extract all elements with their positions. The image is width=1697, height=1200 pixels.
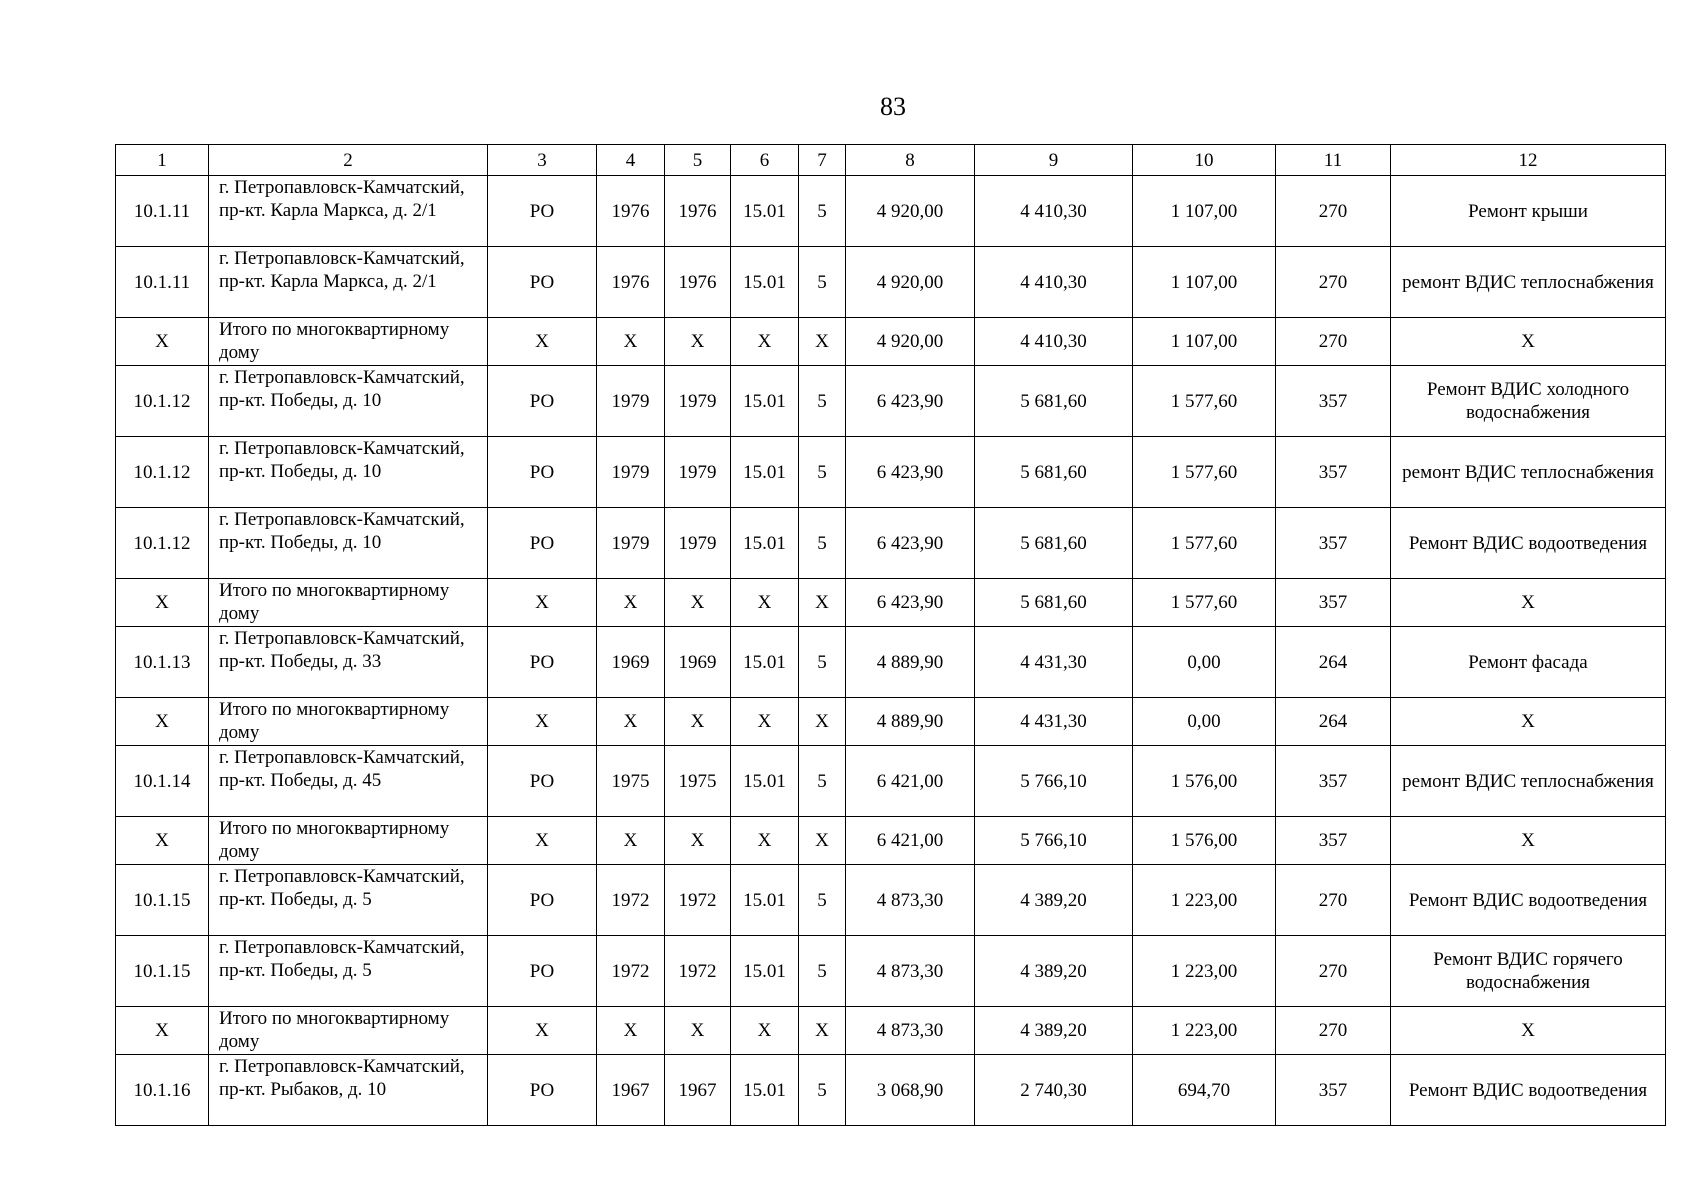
residents-cell: 357 <box>1276 746 1391 817</box>
floors-cell: Х <box>799 698 846 746</box>
floors-cell: 5 <box>799 865 846 936</box>
floors-cell: 5 <box>799 936 846 1007</box>
owner-cell: РО <box>488 865 597 936</box>
living-area-cell: 4 431,30 <box>975 627 1133 698</box>
work-type-cell: Ремонт ВДИС водоотведения <box>1391 865 1666 936</box>
nonliving-area-cell: 1 223,00 <box>1133 1007 1276 1055</box>
total-row <box>116 817 1666 865</box>
work-type-cell: Х <box>1391 579 1666 627</box>
nonliving-area-cell: 1 107,00 <box>1133 247 1276 318</box>
total-area-cell: 4 920,00 <box>846 318 975 366</box>
total-row <box>116 1007 1666 1055</box>
table-row <box>116 508 1666 579</box>
living-area-cell: 4 431,30 <box>975 698 1133 746</box>
floors-cell: 5 <box>799 746 846 817</box>
commission-year-cell: 1972 <box>665 936 731 1007</box>
total-row <box>116 698 1666 746</box>
total-area-cell: 6 421,00 <box>846 746 975 817</box>
total-area-cell: 4 920,00 <box>846 247 975 318</box>
work-type-cell: Ремонт фасада <box>1391 627 1666 698</box>
commission-year-cell: 1976 <box>665 247 731 318</box>
header-cell: 12 <box>1391 145 1666 176</box>
table-body <box>116 176 1666 1126</box>
floors-cell: 5 <box>799 508 846 579</box>
work-type-cell: Х <box>1391 1007 1666 1055</box>
total-row <box>116 579 1666 627</box>
build-year-cell: 1976 <box>597 176 665 247</box>
total-area-cell: 3 068,90 <box>846 1055 975 1126</box>
table-row <box>116 746 1666 817</box>
commission-year-cell: 1979 <box>665 508 731 579</box>
header-cell: 11 <box>1276 145 1391 176</box>
address-cell: г. Петропавловск-Камчатский, пр-кт. Победы, д. 45 <box>209 746 488 817</box>
item-number-cell: 10.1.16 <box>116 1055 209 1126</box>
item-number-cell: 10.1.14 <box>116 746 209 817</box>
owner-cell: РО <box>488 746 597 817</box>
work-type-cell: Ремонт крыши <box>1391 176 1666 247</box>
total-area-cell: 4 873,30 <box>846 936 975 1007</box>
item-number-cell: Х <box>116 318 209 366</box>
owner-cell: РО <box>488 508 597 579</box>
residents-cell: 357 <box>1276 437 1391 508</box>
build-year-cell: Х <box>597 817 665 865</box>
item-number-cell: 10.1.12 <box>116 508 209 579</box>
floors-cell: 5 <box>799 1055 846 1126</box>
table-row <box>116 1055 1666 1126</box>
header-cell: 4 <box>597 145 665 176</box>
commission-year-cell: 1979 <box>665 437 731 508</box>
commission-year-cell: 1967 <box>665 1055 731 1126</box>
header-cell: 9 <box>975 145 1133 176</box>
table-row <box>116 437 1666 508</box>
living-area-cell: 4 389,20 <box>975 865 1133 936</box>
floors-cell: Х <box>799 1007 846 1055</box>
total-area-cell: 4 889,90 <box>846 627 975 698</box>
wall-material-cell: Х <box>731 817 799 865</box>
build-year-cell: 1979 <box>597 366 665 437</box>
owner-cell: Х <box>488 698 597 746</box>
repair-program-table <box>115 144 1666 1126</box>
owner-cell: РО <box>488 936 597 1007</box>
nonliving-area-cell: 1 223,00 <box>1133 936 1276 1007</box>
nonliving-area-cell: 0,00 <box>1133 627 1276 698</box>
work-type-cell: Х <box>1391 318 1666 366</box>
nonliving-area-cell: 1 576,00 <box>1133 817 1276 865</box>
wall-material-cell: 15.01 <box>731 1055 799 1126</box>
build-year-cell: 1972 <box>597 936 665 1007</box>
header-cell: 8 <box>846 145 975 176</box>
owner-cell: Х <box>488 318 597 366</box>
floors-cell: 5 <box>799 247 846 318</box>
work-type-cell: Ремонт ВДИС горячего водоснабжения <box>1391 936 1666 1007</box>
build-year-cell: 1972 <box>597 865 665 936</box>
wall-material-cell: Х <box>731 579 799 627</box>
item-number-cell: 10.1.15 <box>116 865 209 936</box>
commission-year-cell: 1979 <box>665 366 731 437</box>
work-type-cell: ремонт ВДИС теплоснабжения <box>1391 437 1666 508</box>
total-area-cell: 4 889,90 <box>846 698 975 746</box>
owner-cell: РО <box>488 176 597 247</box>
header-row <box>116 145 1666 176</box>
owner-cell: РО <box>488 627 597 698</box>
wall-material-cell: 15.01 <box>731 176 799 247</box>
nonliving-area-cell: 1 577,60 <box>1133 366 1276 437</box>
total-area-cell: 4 873,30 <box>846 865 975 936</box>
wall-material-cell: 15.01 <box>731 865 799 936</box>
wall-material-cell: 15.01 <box>731 936 799 1007</box>
item-number-cell: 10.1.13 <box>116 627 209 698</box>
header-cell: 3 <box>488 145 597 176</box>
living-area-cell: 4 410,30 <box>975 318 1133 366</box>
work-type-cell: Ремонт ВДИС водоотведения <box>1391 508 1666 579</box>
wall-material-cell: 15.01 <box>731 366 799 437</box>
build-year-cell: Х <box>597 579 665 627</box>
wall-material-cell: Х <box>731 698 799 746</box>
floors-cell: 5 <box>799 366 846 437</box>
residents-cell: 270 <box>1276 318 1391 366</box>
nonliving-area-cell: 694,70 <box>1133 1055 1276 1126</box>
item-number-cell: Х <box>116 579 209 627</box>
wall-material-cell: 15.01 <box>731 746 799 817</box>
living-area-cell: 5 681,60 <box>975 508 1133 579</box>
build-year-cell: Х <box>597 698 665 746</box>
living-area-cell: 5 766,10 <box>975 817 1133 865</box>
work-type-cell: Х <box>1391 817 1666 865</box>
address-cell: г. Петропавловск-Камчатский, пр-кт. Победы, д. 10 <box>209 508 488 579</box>
header-cell: 5 <box>665 145 731 176</box>
work-type-cell: Х <box>1391 698 1666 746</box>
total-area-cell: 6 423,90 <box>846 366 975 437</box>
wall-material-cell: Х <box>731 1007 799 1055</box>
floors-cell: 5 <box>799 437 846 508</box>
residents-cell: 264 <box>1276 627 1391 698</box>
header-cell: 10 <box>1133 145 1276 176</box>
item-number-cell: Х <box>116 698 209 746</box>
owner-cell: Х <box>488 817 597 865</box>
owner-cell: Х <box>488 1007 597 1055</box>
total-area-cell: 4 873,30 <box>846 1007 975 1055</box>
living-area-cell: 2 740,30 <box>975 1055 1133 1126</box>
item-number-cell: 10.1.15 <box>116 936 209 1007</box>
total-area-cell: 6 421,00 <box>846 817 975 865</box>
item-number-cell: 10.1.12 <box>116 437 209 508</box>
total-row <box>116 318 1666 366</box>
nonliving-area-cell: 1 577,60 <box>1133 579 1276 627</box>
commission-year-cell: 1976 <box>665 176 731 247</box>
floors-cell: Х <box>799 318 846 366</box>
floors-cell: Х <box>799 817 846 865</box>
living-area-cell: 5 681,60 <box>975 366 1133 437</box>
wall-material-cell: 15.01 <box>731 247 799 318</box>
address-cell: Итого по многоквартирному дому <box>209 318 488 366</box>
owner-cell: РО <box>488 247 597 318</box>
commission-year-cell: Х <box>665 318 731 366</box>
address-cell: г. Петропавловск-Камчатский, пр-кт. Победы, д. 33 <box>209 627 488 698</box>
item-number-cell: Х <box>116 817 209 865</box>
build-year-cell: 1979 <box>597 508 665 579</box>
residents-cell: 270 <box>1276 936 1391 1007</box>
wall-material-cell: 15.01 <box>731 508 799 579</box>
address-cell: г. Петропавловск-Камчатский, пр-кт. Победы, д. 5 <box>209 936 488 1007</box>
item-number-cell: 10.1.11 <box>116 247 209 318</box>
owner-cell: Х <box>488 579 597 627</box>
table-row <box>116 936 1666 1007</box>
build-year-cell: Х <box>597 1007 665 1055</box>
total-area-cell: 6 423,90 <box>846 508 975 579</box>
living-area-cell: 4 389,20 <box>975 1007 1133 1055</box>
build-year-cell: 1969 <box>597 627 665 698</box>
total-area-cell: 6 423,90 <box>846 437 975 508</box>
build-year-cell: 1979 <box>597 437 665 508</box>
table-row <box>116 247 1666 318</box>
owner-cell: РО <box>488 1055 597 1126</box>
header-cell: 7 <box>799 145 846 176</box>
residents-cell: 270 <box>1276 247 1391 318</box>
living-area-cell: 4 410,30 <box>975 247 1133 318</box>
total-area-cell: 4 920,00 <box>846 176 975 247</box>
build-year-cell: 1975 <box>597 746 665 817</box>
address-cell: г. Петропавловск-Камчатский, пр-кт. Карла Маркса, д. 2/1 <box>209 247 488 318</box>
table-row <box>116 627 1666 698</box>
commission-year-cell: Х <box>665 698 731 746</box>
residents-cell: 357 <box>1276 508 1391 579</box>
address-cell: г. Петропавловск-Камчатский, пр-кт. Победы, д. 5 <box>209 865 488 936</box>
residents-cell: 357 <box>1276 817 1391 865</box>
address-cell: г. Петропавловск-Камчатский, пр-кт. Карла Маркса, д. 2/1 <box>209 176 488 247</box>
nonliving-area-cell: 1 577,60 <box>1133 437 1276 508</box>
build-year-cell: 1976 <box>597 247 665 318</box>
address-cell: г. Петропавловск-Камчатский, пр-кт. Победы, д. 10 <box>209 366 488 437</box>
living-area-cell: 4 410,30 <box>975 176 1133 247</box>
wall-material-cell: 15.01 <box>731 627 799 698</box>
work-type-cell: Ремонт ВДИС водоотведения <box>1391 1055 1666 1126</box>
total-area-cell: 6 423,90 <box>846 579 975 627</box>
residents-cell: 357 <box>1276 1055 1391 1126</box>
nonliving-area-cell: 1 223,00 <box>1133 865 1276 936</box>
commission-year-cell: 1975 <box>665 746 731 817</box>
nonliving-area-cell: 1 577,60 <box>1133 508 1276 579</box>
residents-cell: 270 <box>1276 865 1391 936</box>
residents-cell: 357 <box>1276 579 1391 627</box>
item-number-cell: 10.1.11 <box>116 176 209 247</box>
work-type-cell: ремонт ВДИС теплоснабжения <box>1391 247 1666 318</box>
work-type-cell: Ремонт ВДИС холодного водоснабжения <box>1391 366 1666 437</box>
build-year-cell: Х <box>597 318 665 366</box>
owner-cell: РО <box>488 437 597 508</box>
nonliving-area-cell: 0,00 <box>1133 698 1276 746</box>
table-row <box>116 865 1666 936</box>
residents-cell: 270 <box>1276 176 1391 247</box>
page-number: 83 <box>880 92 906 121</box>
item-number-cell: Х <box>116 1007 209 1055</box>
address-cell: Итого по многоквартирному дому <box>209 1007 488 1055</box>
living-area-cell: 5 766,10 <box>975 746 1133 817</box>
living-area-cell: 5 681,60 <box>975 437 1133 508</box>
commission-year-cell: Х <box>665 579 731 627</box>
address-cell: Итого по многоквартирному дому <box>209 579 488 627</box>
commission-year-cell: 1972 <box>665 865 731 936</box>
table-row <box>116 366 1666 437</box>
residents-cell: 357 <box>1276 366 1391 437</box>
floors-cell: Х <box>799 579 846 627</box>
floors-cell: 5 <box>799 627 846 698</box>
work-type-cell: ремонт ВДИС теплоснабжения <box>1391 746 1666 817</box>
living-area-cell: 4 389,20 <box>975 936 1133 1007</box>
commission-year-cell: Х <box>665 1007 731 1055</box>
header-cell: 6 <box>731 145 799 176</box>
address-cell: г. Петропавловск-Камчатский, пр-кт. Рыбаков, д. 10 <box>209 1055 488 1126</box>
build-year-cell: 1967 <box>597 1055 665 1126</box>
header-cell: 2 <box>209 145 488 176</box>
address-cell: г. Петропавловск-Камчатский, пр-кт. Победы, д. 10 <box>209 437 488 508</box>
table-row <box>116 176 1666 247</box>
nonliving-area-cell: 1 107,00 <box>1133 318 1276 366</box>
residents-cell: 264 <box>1276 698 1391 746</box>
nonliving-area-cell: 1 107,00 <box>1133 176 1276 247</box>
header-cell: 1 <box>116 145 209 176</box>
living-area-cell: 5 681,60 <box>975 579 1133 627</box>
floors-cell: 5 <box>799 176 846 247</box>
residents-cell: 270 <box>1276 1007 1391 1055</box>
item-number-cell: 10.1.12 <box>116 366 209 437</box>
owner-cell: РО <box>488 366 597 437</box>
nonliving-area-cell: 1 576,00 <box>1133 746 1276 817</box>
wall-material-cell: Х <box>731 318 799 366</box>
commission-year-cell: 1969 <box>665 627 731 698</box>
address-cell: Итого по многоквартирному дому <box>209 817 488 865</box>
wall-material-cell: 15.01 <box>731 437 799 508</box>
address-cell: Итого по многоквартирному дому <box>209 698 488 746</box>
commission-year-cell: Х <box>665 817 731 865</box>
